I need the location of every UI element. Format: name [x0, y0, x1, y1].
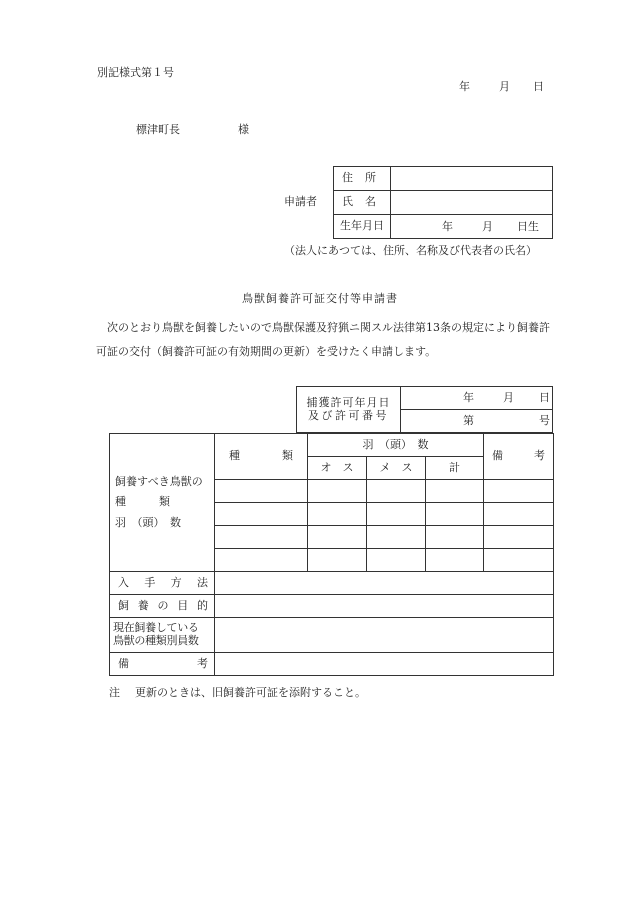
acquisition-label-cell: [110, 572, 215, 595]
purpose-label-cell: [110, 595, 215, 618]
capture-month-unit: 月: [503, 391, 514, 404]
purpose-value-cell[interactable]: [215, 595, 554, 618]
addressee-honorific: 様: [238, 123, 249, 136]
total-header: 計: [449, 460, 460, 474]
remarks-header-cell: [484, 434, 554, 480]
type-header-char-1: 種: [229, 449, 240, 463]
remarks-cell-2[interactable]: [484, 503, 554, 526]
male-cell-3[interactable]: [308, 526, 367, 549]
remarks-label-char-2: 考: [197, 656, 208, 670]
applicant-label: 申請者: [284, 195, 317, 208]
purpose-char-5: 的: [197, 598, 208, 612]
type-cell-1[interactable]: [215, 480, 308, 503]
animal-label-line2: 種 類: [115, 495, 170, 509]
birth-label: 生年月日: [340, 219, 384, 233]
count-header-cell: [308, 434, 484, 457]
purpose-char-4: 目: [177, 598, 189, 612]
remarks-label-char-1: 備: [118, 656, 129, 670]
address-label-char-1: 住: [342, 171, 353, 185]
type-cell-2[interactable]: [215, 503, 308, 526]
capture-date-cell[interactable]: [401, 387, 553, 410]
current-animals-label-line2: 鳥獣の種類別員数: [113, 634, 199, 647]
date-day-unit: 日: [533, 80, 544, 93]
capture-permit-label-line2: 及び許可番号: [308, 408, 389, 422]
acquisition-char-4: 法: [196, 575, 208, 589]
total-cell-4[interactable]: [426, 549, 484, 572]
remarks-header-char-1: 備: [492, 449, 504, 463]
name-label-cell: [334, 191, 391, 215]
female-cell-1[interactable]: [367, 480, 426, 503]
remarks-label-cell: [110, 653, 215, 676]
birth-value-cell[interactable]: [391, 215, 553, 239]
total-cell-2[interactable]: [426, 503, 484, 526]
remarks-cell-4[interactable]: [484, 549, 554, 572]
body-text: 次のとおり鳥獣を飼養したいので鳥獣保護及狩猟ニ関スル法律第13条の規定により飼養許可証の交付（飼養許可証の有効期間の更新）を受けたく申請します。: [96, 321, 550, 358]
document-title: 鳥獣飼養許可証交付等申請書: [242, 292, 398, 305]
animal-label-line3: 羽 （頭） 数: [115, 515, 181, 529]
capture-permit-table: [296, 386, 553, 433]
addressee-title: 標津町長: [136, 123, 180, 136]
female-cell-2[interactable]: [367, 503, 426, 526]
animal-table: [109, 433, 554, 676]
footnote-mark: 注: [109, 686, 120, 699]
animal-label-line1: 飼養すべき鳥獣の: [115, 474, 203, 488]
capture-permit-label-cell: [297, 387, 401, 433]
type-cell-3[interactable]: [215, 526, 308, 549]
count-header: 羽 （頭） 数: [362, 437, 429, 451]
birth-label-cell: [334, 215, 391, 239]
applicant-note: （法人にあつては、住所、名称及び代表者の氏名）: [284, 244, 537, 257]
remarks-cell-1[interactable]: [484, 480, 554, 503]
purpose-char-1: 飼: [118, 598, 129, 612]
female-cell-3[interactable]: [367, 526, 426, 549]
birth-year-unit: 年: [442, 220, 453, 233]
name-value-cell[interactable]: [391, 191, 553, 215]
birth-day-unit: 日生: [517, 220, 539, 233]
acquisition-value-cell[interactable]: [215, 572, 554, 595]
type-header-char-2: 類: [282, 449, 293, 463]
remarks-cell-3[interactable]: [484, 526, 554, 549]
remarks-header-char-2: 考: [534, 449, 546, 463]
total-cell-1[interactable]: [426, 480, 484, 503]
birth-month-unit: 月: [482, 220, 493, 233]
applicant-table: [333, 166, 553, 239]
acquisition-char-2: 手: [144, 575, 156, 589]
permit-number-suffix: 号: [539, 414, 550, 427]
date-year-unit: 年: [459, 80, 470, 93]
acquisition-char-1: 入: [118, 575, 129, 589]
type-header-cell: [215, 434, 308, 480]
type-cell-4[interactable]: [215, 549, 308, 572]
total-header-cell: [426, 457, 484, 480]
footnote-text: 更新のときは、旧飼養許可証を添附すること。: [135, 686, 366, 699]
capture-permit-label-line1: 捕獲許可年月日: [306, 395, 391, 409]
current-animals-label-line1: 現在飼養している: [113, 621, 199, 635]
capture-day-unit: 日: [539, 391, 550, 404]
address-label-char-2: 所: [365, 171, 376, 185]
address-label-cell: [334, 167, 391, 191]
female-header: メ ス: [379, 460, 413, 474]
male-cell-4[interactable]: [308, 549, 367, 572]
total-cell-3[interactable]: [426, 526, 484, 549]
name-label-char-2: 名: [365, 195, 376, 209]
name-label-char-1: 氏: [342, 195, 353, 209]
male-cell-1[interactable]: [308, 480, 367, 503]
acquisition-char-3: 方: [170, 575, 182, 589]
purpose-char-3: の: [157, 598, 169, 612]
animal-label-cell: [110, 434, 215, 572]
permit-number-cell[interactable]: [401, 410, 553, 433]
current-animals-value-cell[interactable]: [215, 618, 554, 653]
male-cell-2[interactable]: [308, 503, 367, 526]
form-number-label: 別記様式第１号: [97, 66, 174, 79]
current-animals-label-cell: [110, 618, 215, 653]
permit-number-prefix: 第: [463, 414, 474, 427]
address-value-cell[interactable]: [391, 167, 553, 191]
female-cell-4[interactable]: [367, 549, 426, 572]
remarks-value-cell[interactable]: [215, 653, 554, 676]
purpose-char-2: 養: [137, 598, 149, 612]
female-header-cell: [367, 457, 426, 480]
male-header: オ ス: [320, 460, 354, 474]
capture-year-unit: 年: [463, 391, 474, 404]
male-header-cell: [308, 457, 367, 480]
date-month-unit: 月: [499, 80, 510, 93]
